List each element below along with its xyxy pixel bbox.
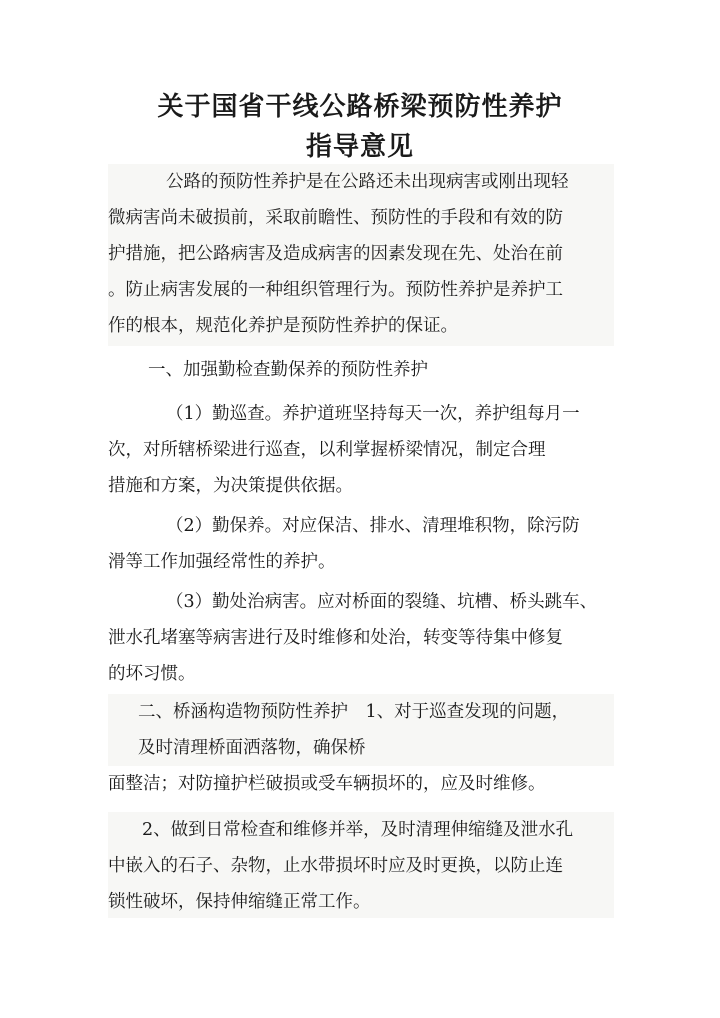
intro-line-5: 作的根本，规范化养护是预防性养护的保证。 xyxy=(108,316,458,336)
section2-item2 xyxy=(108,812,614,918)
item2-line-1: （2）勤保养。对应保洁、排水、清理堆积物，除污防 xyxy=(166,516,580,536)
section2-heading-line-1: 二、桥涵构造物预防性养护 1、对于巡查发现的问题， xyxy=(138,702,570,722)
document-title-line1: 关于国省干线公路桥梁预防性养护 xyxy=(157,92,563,122)
intro-line-1: 公路的预防性养护是在公路还未出现病害或刚出现轻 xyxy=(166,172,569,192)
section2-continuation: 面整洁；对防撞护栏破损或受车辆损坏的，应及时维修。 xyxy=(108,774,546,794)
item1-line-3: 措施和方案，为决策提供依据。 xyxy=(108,476,353,496)
section1-heading: 一、加强勤检查勤保养的预防性养护 xyxy=(148,360,428,380)
item3-line-2: 泄水孔堵塞等病害进行及时维修和处治，转变等待集中修复 xyxy=(108,628,563,648)
section1-item2 xyxy=(108,508,614,580)
intro-line-3: 护措施，把公路病害及造成病害的因素发现在先、处治在前 xyxy=(108,244,563,264)
section1-item3 xyxy=(108,584,614,692)
item3-line-1: （3）勤处治病害。应对桥面的裂缝、坑槽、桥头跳车、 xyxy=(166,592,598,612)
s2-item2-line-1: 2、做到日常检查和维修并举，及时清理伸缩缝及泄水孔 xyxy=(142,820,574,840)
section2-heading xyxy=(108,694,614,766)
item1-line-1: （1）勤巡查。养护道班坚持每天一次，养护组每月一 xyxy=(166,404,580,424)
item1-line-2: 次，对所辖桥梁进行巡查，以利掌握桥梁情况，制定合理 xyxy=(108,440,546,460)
section1-item1 xyxy=(108,396,614,504)
s2-item2-line-2: 中嵌入的石子、杂物，止水带损坏时应及时更换，以防止连 xyxy=(108,856,563,876)
item2-line-2: 滑等工作加强经常性的养护。 xyxy=(108,552,336,572)
section2-heading-line-2: 及时清理桥面洒落物，确保桥 xyxy=(138,738,366,758)
intro-line-2: 微病害尚未破损前，采取前瞻性、预防性的手段和有效的防 xyxy=(108,208,563,228)
intro-paragraph xyxy=(108,164,614,346)
item3-line-3: 的坏习惯。 xyxy=(108,664,196,684)
s2-item2-line-3: 锁性破坏，保持伸缩缝正常工作。 xyxy=(108,892,371,912)
intro-line-4: 。防止病害发展的一种组织管理行为。预防性养护是养护工 xyxy=(108,280,563,300)
document-title-line2: 指导意见 xyxy=(305,132,414,162)
